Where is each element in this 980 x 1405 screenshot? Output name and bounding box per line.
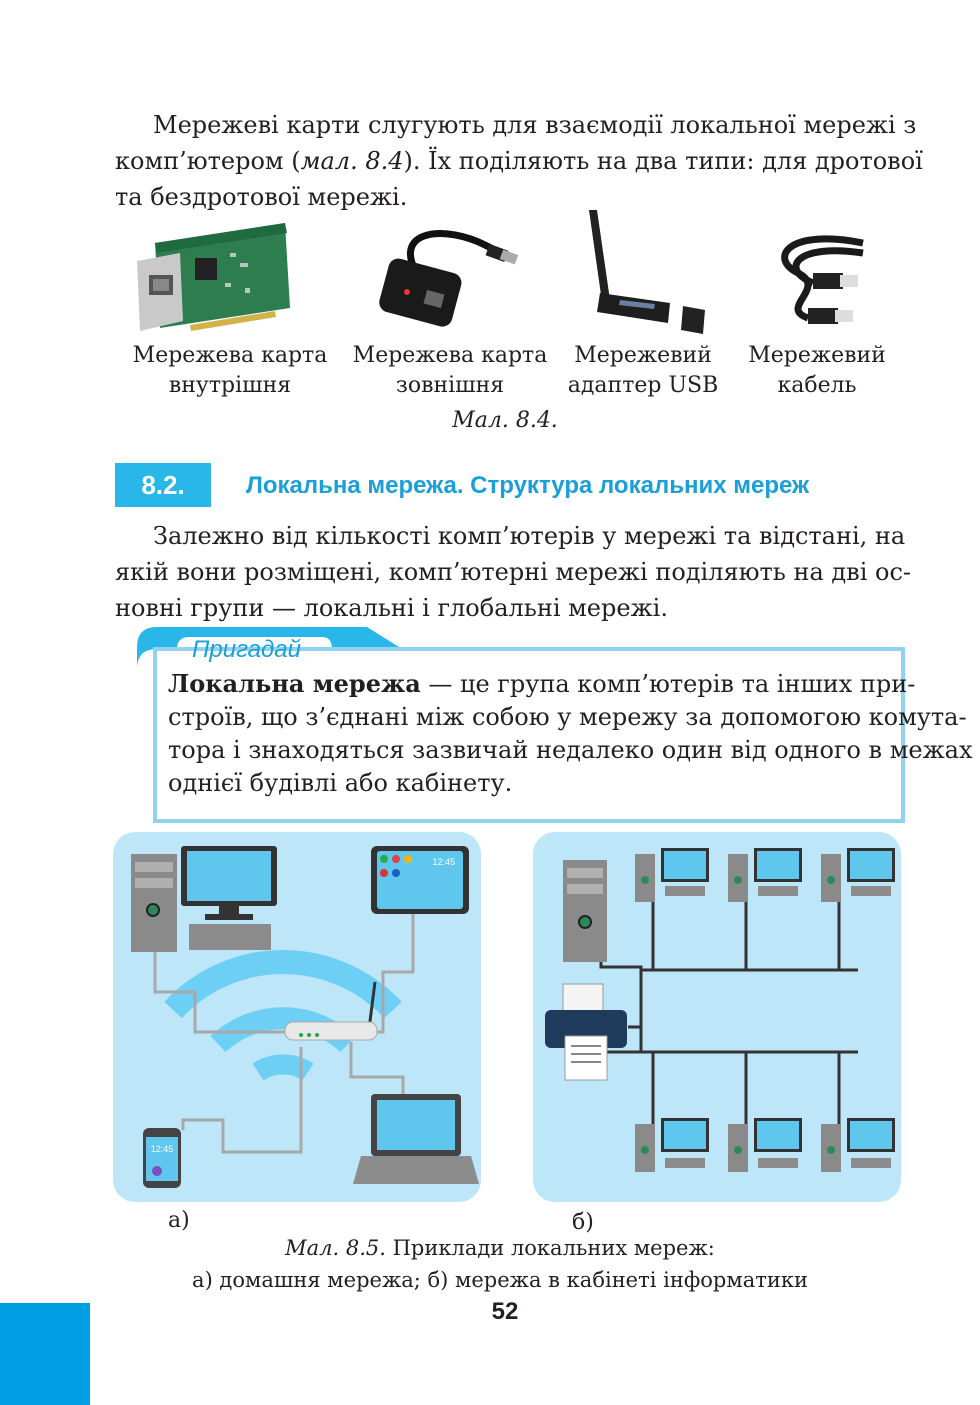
page-number: 52 bbox=[491, 1298, 519, 1325]
body-line-1: Залежно від кількості комп’ютерів у мережі та відстані, на bbox=[153, 522, 906, 550]
note-definition bbox=[168, 667, 973, 800]
figure-8-4-caption: Мал. 8.4. bbox=[452, 408, 558, 433]
note-line-3: тора і знаходяться зазвичай недалеко один від одного в межах bbox=[168, 736, 973, 764]
classroom-network-illustration bbox=[533, 832, 901, 1202]
body-line-2: якій вони розміщені, комп’ютерні мережі поділяють на дві ос- bbox=[115, 558, 911, 586]
caption-internal-card: Мережева карта внутрішня bbox=[132, 343, 328, 398]
intro-line-2: комп’ютером (мал. 8.4). Їх поділяють на два типи: для дротової bbox=[115, 147, 923, 175]
note-label: Пригадай bbox=[192, 636, 301, 663]
note-term: Локальна мережа bbox=[168, 669, 421, 698]
tablet-time: 12:45 bbox=[432, 857, 455, 867]
workstation-top-2 bbox=[728, 848, 802, 902]
caption-external-card: Мережева карта зовнішня bbox=[352, 343, 548, 398]
network-cable-icon bbox=[768, 228, 868, 328]
corner-accent bbox=[0, 1303, 90, 1405]
body-paragraph bbox=[115, 518, 911, 626]
workstation-bottom-1 bbox=[635, 1118, 709, 1172]
workstation-bottom-3 bbox=[821, 1118, 895, 1172]
caption-network-cable: Мережевий кабель bbox=[748, 343, 886, 398]
desktop-tower bbox=[131, 854, 177, 952]
caption-usb-adapter: Мережевий адаптер USB bbox=[567, 343, 719, 398]
workstation-top-3 bbox=[821, 848, 895, 902]
note-line-1: Локальна мережа — це група комп’ютерів та інших при- bbox=[168, 669, 916, 698]
internal-network-card-icon bbox=[135, 213, 295, 338]
figure-8-5-caption bbox=[150, 1232, 850, 1296]
intro-line-3: та бездротової мережі. bbox=[115, 183, 408, 211]
figure-8-5-caption-line-1: Мал. 8.5. Приклади локальних мереж: bbox=[285, 1236, 715, 1260]
usb-wifi-adapter-icon bbox=[575, 208, 715, 338]
intro-paragraph bbox=[115, 107, 923, 215]
note-line-4: однієї будівлі або кабінету. bbox=[168, 769, 513, 797]
intro-line-1: Мережеві карти слугують для взаємодії локальної мережі з bbox=[153, 111, 917, 139]
figure-reference: мал. 8.4 bbox=[300, 147, 404, 175]
workstation-bottom-2 bbox=[728, 1118, 802, 1172]
home-network-illustration bbox=[113, 832, 481, 1202]
external-network-card-icon bbox=[375, 220, 520, 330]
note-line-2: строїв, що з’єднані між собою у мережу за допомогою комута- bbox=[168, 703, 967, 731]
section-number: 8.2. bbox=[115, 463, 211, 507]
figure-8-5-caption-line-2: а) домашня мережа; б) мережа в кабінеті інформатики bbox=[192, 1268, 808, 1292]
workstation-top-1 bbox=[635, 848, 709, 902]
body-line-3: новні групи — локальні і глобальні мережі. bbox=[115, 594, 668, 622]
section-title: Локальна мережа. Структура локальних мереж bbox=[246, 472, 810, 499]
phone-time: 12:45 bbox=[150, 1144, 174, 1154]
sublabel-b: б) bbox=[572, 1210, 594, 1235]
sublabel-a: а) bbox=[168, 1208, 190, 1233]
